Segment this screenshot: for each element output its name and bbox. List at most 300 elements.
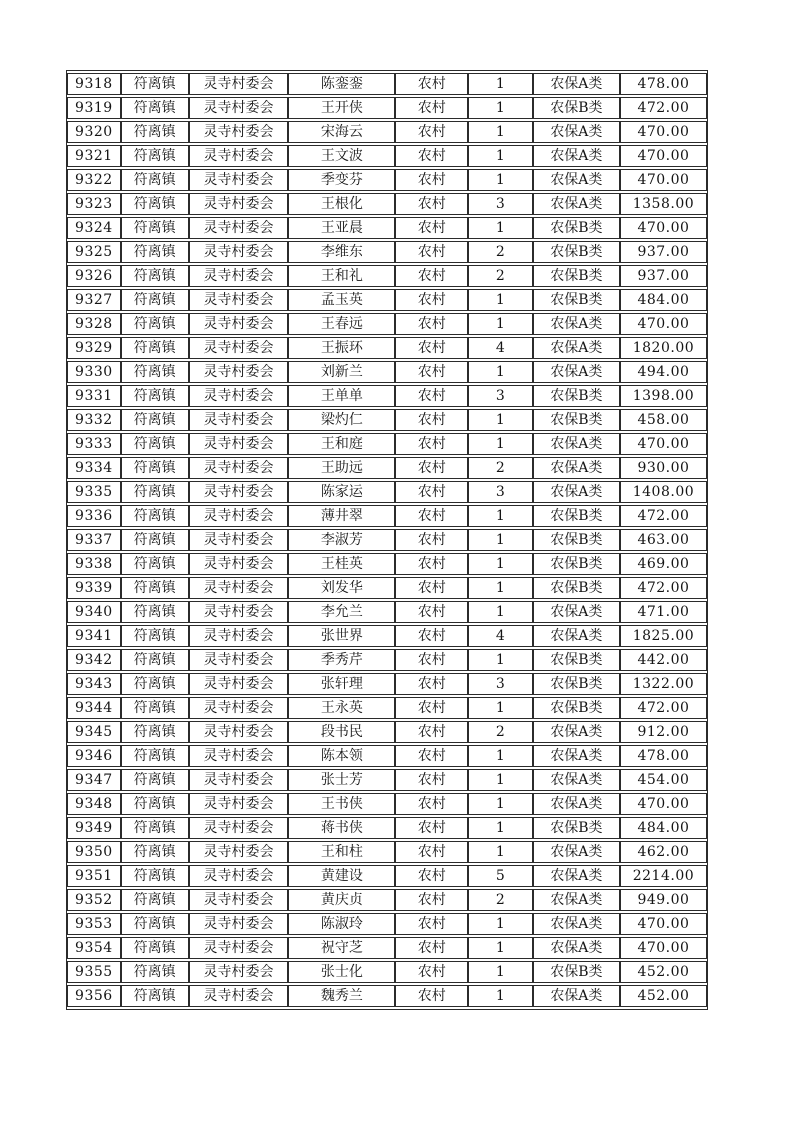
cell-id: 9324 xyxy=(67,217,121,239)
cell-residence-type: 农村 xyxy=(395,553,468,575)
cell-id: 9356 xyxy=(67,985,121,1007)
cell-id: 9342 xyxy=(67,649,121,671)
cell-id: 9354 xyxy=(67,937,121,959)
cell-name: 李淑芳 xyxy=(288,529,395,551)
cell-name: 薄井翠 xyxy=(288,505,395,527)
cell-residence-type: 农村 xyxy=(395,529,468,551)
cell-village: 灵寺村委会 xyxy=(189,817,289,839)
cell-village: 灵寺村委会 xyxy=(189,505,289,527)
cell-residence-type: 农村 xyxy=(395,961,468,983)
cell-insurance-category: 农保A类 xyxy=(533,457,620,479)
insurance-roster-table xyxy=(66,70,708,1010)
cell-residence-type: 农村 xyxy=(395,985,468,1007)
cell-person-count: 4 xyxy=(468,625,533,647)
cell-village: 灵寺村委会 xyxy=(189,385,289,407)
cell-residence-type: 农村 xyxy=(395,913,468,935)
cell-person-count: 1 xyxy=(468,649,533,671)
cell-residence-type: 农村 xyxy=(395,889,468,911)
cell-village: 灵寺村委会 xyxy=(189,673,289,695)
cell-insurance-category: 农保A类 xyxy=(533,601,620,623)
cell-amount: 937.00 xyxy=(620,265,707,287)
cell-village: 灵寺村委会 xyxy=(189,241,289,263)
cell-insurance-category: 农保B类 xyxy=(533,649,620,671)
cell-person-count: 1 xyxy=(468,985,533,1007)
table-row xyxy=(67,385,707,407)
cell-person-count: 1 xyxy=(468,913,533,935)
cell-id: 9323 xyxy=(67,193,121,215)
table-row xyxy=(67,721,707,743)
cell-person-count: 1 xyxy=(468,505,533,527)
cell-amount: 463.00 xyxy=(620,529,707,551)
cell-amount: 472.00 xyxy=(620,577,707,599)
cell-id: 9329 xyxy=(67,337,121,359)
cell-id: 9327 xyxy=(67,289,121,311)
cell-village: 灵寺村委会 xyxy=(189,193,289,215)
table-row xyxy=(67,673,707,695)
cell-village: 灵寺村委会 xyxy=(189,697,289,719)
cell-town: 符离镇 xyxy=(121,937,189,959)
cell-town: 符离镇 xyxy=(121,649,189,671)
cell-residence-type: 农村 xyxy=(395,697,468,719)
cell-name: 王书侠 xyxy=(288,793,395,815)
cell-town: 符离镇 xyxy=(121,985,189,1007)
table-row xyxy=(67,649,707,671)
cell-town: 符离镇 xyxy=(121,97,189,119)
table-row xyxy=(67,361,707,383)
cell-town: 符离镇 xyxy=(121,145,189,167)
cell-residence-type: 农村 xyxy=(395,457,468,479)
cell-village: 灵寺村委会 xyxy=(189,577,289,599)
cell-village: 灵寺村委会 xyxy=(189,601,289,623)
cell-residence-type: 农村 xyxy=(395,241,468,263)
cell-village: 灵寺村委会 xyxy=(189,409,289,431)
cell-name: 王永英 xyxy=(288,697,395,719)
cell-residence-type: 农村 xyxy=(395,217,468,239)
cell-residence-type: 农村 xyxy=(395,433,468,455)
cell-amount: 469.00 xyxy=(620,553,707,575)
cell-amount: 462.00 xyxy=(620,841,707,863)
cell-town: 符离镇 xyxy=(121,361,189,383)
cell-person-count: 1 xyxy=(468,769,533,791)
cell-id: 9319 xyxy=(67,97,121,119)
cell-name: 陈淑玲 xyxy=(288,913,395,935)
cell-person-count: 1 xyxy=(468,697,533,719)
cell-amount: 442.00 xyxy=(620,649,707,671)
table-row xyxy=(67,889,707,911)
cell-amount: 470.00 xyxy=(620,937,707,959)
cell-name: 王文波 xyxy=(288,145,395,167)
cell-person-count: 1 xyxy=(468,577,533,599)
cell-person-count: 1 xyxy=(468,793,533,815)
cell-insurance-category: 农保A类 xyxy=(533,769,620,791)
cell-name: 梁灼仁 xyxy=(288,409,395,431)
cell-person-count: 1 xyxy=(468,169,533,191)
table-row xyxy=(67,625,707,647)
cell-amount: 470.00 xyxy=(620,169,707,191)
cell-village: 灵寺村委会 xyxy=(189,865,289,887)
cell-person-count: 2 xyxy=(468,721,533,743)
cell-insurance-category: 农保A类 xyxy=(533,937,620,959)
cell-insurance-category: 农保A类 xyxy=(533,721,620,743)
cell-amount: 1358.00 xyxy=(620,193,707,215)
cell-insurance-category: 农保B类 xyxy=(533,289,620,311)
cell-town: 符离镇 xyxy=(121,481,189,503)
table-row xyxy=(67,937,707,959)
cell-person-count: 1 xyxy=(468,841,533,863)
cell-residence-type: 农村 xyxy=(395,865,468,887)
cell-amount: 478.00 xyxy=(620,73,707,95)
cell-person-count: 1 xyxy=(468,361,533,383)
cell-name: 孟玉英 xyxy=(288,289,395,311)
cell-insurance-category: 农保A类 xyxy=(533,865,620,887)
cell-town: 符离镇 xyxy=(121,913,189,935)
cell-village: 灵寺村委会 xyxy=(189,361,289,383)
cell-person-count: 3 xyxy=(468,193,533,215)
cell-village: 灵寺村委会 xyxy=(189,553,289,575)
cell-insurance-category: 农保B类 xyxy=(533,505,620,527)
cell-town: 符离镇 xyxy=(121,697,189,719)
cell-amount: 472.00 xyxy=(620,697,707,719)
cell-amount: 1820.00 xyxy=(620,337,707,359)
cell-name: 刘新兰 xyxy=(288,361,395,383)
cell-residence-type: 农村 xyxy=(395,121,468,143)
cell-name: 张世界 xyxy=(288,625,395,647)
cell-insurance-category: 农保A类 xyxy=(533,73,620,95)
cell-residence-type: 农村 xyxy=(395,745,468,767)
cell-id: 9338 xyxy=(67,553,121,575)
cell-town: 符离镇 xyxy=(121,289,189,311)
cell-name: 季秀芹 xyxy=(288,649,395,671)
cell-village: 灵寺村委会 xyxy=(189,73,289,95)
cell-insurance-category: 农保A类 xyxy=(533,361,620,383)
cell-village: 灵寺村委会 xyxy=(189,625,289,647)
cell-insurance-category: 农保B类 xyxy=(533,817,620,839)
cell-id: 9348 xyxy=(67,793,121,815)
cell-id: 9333 xyxy=(67,433,121,455)
cell-village: 灵寺村委会 xyxy=(189,289,289,311)
cell-amount: 484.00 xyxy=(620,289,707,311)
cell-residence-type: 农村 xyxy=(395,169,468,191)
cell-id: 9334 xyxy=(67,457,121,479)
cell-amount: 1322.00 xyxy=(620,673,707,695)
cell-id: 9340 xyxy=(67,601,121,623)
cell-residence-type: 农村 xyxy=(395,721,468,743)
cell-village: 灵寺村委会 xyxy=(189,529,289,551)
cell-town: 符离镇 xyxy=(121,241,189,263)
cell-residence-type: 农村 xyxy=(395,625,468,647)
cell-amount: 494.00 xyxy=(620,361,707,383)
cell-id: 9353 xyxy=(67,913,121,935)
cell-residence-type: 农村 xyxy=(395,193,468,215)
cell-amount: 470.00 xyxy=(620,913,707,935)
cell-village: 灵寺村委会 xyxy=(189,337,289,359)
cell-amount: 452.00 xyxy=(620,961,707,983)
table-row xyxy=(67,409,707,431)
cell-town: 符离镇 xyxy=(121,721,189,743)
cell-residence-type: 农村 xyxy=(395,769,468,791)
cell-amount: 478.00 xyxy=(620,745,707,767)
table-row xyxy=(67,505,707,527)
table-row xyxy=(67,697,707,719)
cell-id: 9335 xyxy=(67,481,121,503)
table-row xyxy=(67,913,707,935)
cell-amount: 912.00 xyxy=(620,721,707,743)
cell-person-count: 5 xyxy=(468,865,533,887)
table-row xyxy=(67,241,707,263)
cell-amount: 2214.00 xyxy=(620,865,707,887)
cell-insurance-category: 农保B类 xyxy=(533,529,620,551)
table-row xyxy=(67,145,707,167)
cell-name: 王亚晨 xyxy=(288,217,395,239)
cell-amount: 484.00 xyxy=(620,817,707,839)
cell-person-count: 2 xyxy=(468,265,533,287)
table-row xyxy=(67,265,707,287)
cell-name: 季变芬 xyxy=(288,169,395,191)
cell-id: 9345 xyxy=(67,721,121,743)
cell-name: 王助远 xyxy=(288,457,395,479)
cell-town: 符离镇 xyxy=(121,385,189,407)
cell-name: 张士芳 xyxy=(288,769,395,791)
cell-town: 符离镇 xyxy=(121,961,189,983)
cell-person-count: 1 xyxy=(468,601,533,623)
cell-residence-type: 农村 xyxy=(395,289,468,311)
cell-person-count: 1 xyxy=(468,745,533,767)
table-row xyxy=(67,745,707,767)
cell-id: 9343 xyxy=(67,673,121,695)
cell-residence-type: 农村 xyxy=(395,817,468,839)
cell-person-count: 1 xyxy=(468,409,533,431)
table-row xyxy=(67,193,707,215)
cell-amount: 470.00 xyxy=(620,217,707,239)
table-row xyxy=(67,961,707,983)
cell-town: 符离镇 xyxy=(121,505,189,527)
cell-village: 灵寺村委会 xyxy=(189,913,289,935)
cell-name: 王桂英 xyxy=(288,553,395,575)
cell-town: 符离镇 xyxy=(121,553,189,575)
cell-town: 符离镇 xyxy=(121,193,189,215)
cell-residence-type: 农村 xyxy=(395,337,468,359)
cell-id: 9332 xyxy=(67,409,121,431)
cell-village: 灵寺村委会 xyxy=(189,769,289,791)
cell-residence-type: 农村 xyxy=(395,793,468,815)
cell-residence-type: 农村 xyxy=(395,505,468,527)
cell-name: 王和柱 xyxy=(288,841,395,863)
cell-town: 符离镇 xyxy=(121,601,189,623)
table-row xyxy=(67,433,707,455)
cell-amount: 1825.00 xyxy=(620,625,707,647)
cell-insurance-category: 农保A类 xyxy=(533,193,620,215)
cell-residence-type: 农村 xyxy=(395,577,468,599)
cell-town: 符离镇 xyxy=(121,433,189,455)
cell-name: 张轩理 xyxy=(288,673,395,695)
cell-insurance-category: 农保B类 xyxy=(533,577,620,599)
cell-name: 王开侠 xyxy=(288,97,395,119)
cell-name: 李维东 xyxy=(288,241,395,263)
cell-person-count: 3 xyxy=(468,673,533,695)
cell-amount: 949.00 xyxy=(620,889,707,911)
cell-village: 灵寺村委会 xyxy=(189,649,289,671)
cell-id: 9331 xyxy=(67,385,121,407)
cell-amount: 452.00 xyxy=(620,985,707,1007)
cell-person-count: 1 xyxy=(468,217,533,239)
cell-id: 9325 xyxy=(67,241,121,263)
cell-village: 灵寺村委会 xyxy=(189,961,289,983)
cell-residence-type: 农村 xyxy=(395,409,468,431)
cell-person-count: 1 xyxy=(468,313,533,335)
table-row xyxy=(67,169,707,191)
cell-amount: 458.00 xyxy=(620,409,707,431)
cell-village: 灵寺村委会 xyxy=(189,457,289,479)
cell-id: 9336 xyxy=(67,505,121,527)
cell-insurance-category: 农保A类 xyxy=(533,889,620,911)
cell-town: 符离镇 xyxy=(121,121,189,143)
cell-town: 符离镇 xyxy=(121,169,189,191)
cell-id: 9350 xyxy=(67,841,121,863)
table-row xyxy=(67,529,707,551)
cell-person-count: 1 xyxy=(468,97,533,119)
cell-amount: 930.00 xyxy=(620,457,707,479)
cell-village: 灵寺村委会 xyxy=(189,481,289,503)
cell-town: 符离镇 xyxy=(121,457,189,479)
table-row xyxy=(67,865,707,887)
cell-village: 灵寺村委会 xyxy=(189,145,289,167)
cell-amount: 470.00 xyxy=(620,313,707,335)
cell-person-count: 1 xyxy=(468,121,533,143)
cell-person-count: 4 xyxy=(468,337,533,359)
cell-person-count: 1 xyxy=(468,529,533,551)
cell-village: 灵寺村委会 xyxy=(189,721,289,743)
cell-person-count: 1 xyxy=(468,961,533,983)
cell-person-count: 1 xyxy=(468,73,533,95)
cell-name: 王和礼 xyxy=(288,265,395,287)
cell-amount: 470.00 xyxy=(620,121,707,143)
cell-id: 9344 xyxy=(67,697,121,719)
cell-person-count: 1 xyxy=(468,145,533,167)
cell-town: 符离镇 xyxy=(121,409,189,431)
cell-insurance-category: 农保A类 xyxy=(533,913,620,935)
cell-person-count: 1 xyxy=(468,433,533,455)
cell-id: 9322 xyxy=(67,169,121,191)
cell-amount: 470.00 xyxy=(620,433,707,455)
table-row xyxy=(67,601,707,623)
cell-village: 灵寺村委会 xyxy=(189,313,289,335)
cell-amount: 470.00 xyxy=(620,793,707,815)
cell-village: 灵寺村委会 xyxy=(189,985,289,1007)
cell-name: 黄建设 xyxy=(288,865,395,887)
table-row xyxy=(67,217,707,239)
cell-name: 张士化 xyxy=(288,961,395,983)
cell-town: 符离镇 xyxy=(121,793,189,815)
cell-town: 符离镇 xyxy=(121,73,189,95)
cell-name: 祝守芝 xyxy=(288,937,395,959)
cell-town: 符离镇 xyxy=(121,769,189,791)
cell-person-count: 2 xyxy=(468,457,533,479)
cell-town: 符离镇 xyxy=(121,865,189,887)
cell-insurance-category: 农保A类 xyxy=(533,625,620,647)
cell-insurance-category: 农保A类 xyxy=(533,793,620,815)
cell-residence-type: 农村 xyxy=(395,385,468,407)
cell-id: 9330 xyxy=(67,361,121,383)
cell-village: 灵寺村委会 xyxy=(189,217,289,239)
cell-name: 王和庭 xyxy=(288,433,395,455)
cell-residence-type: 农村 xyxy=(395,673,468,695)
table-row xyxy=(67,73,707,95)
table-row xyxy=(67,313,707,335)
cell-insurance-category: 农保A类 xyxy=(533,433,620,455)
cell-insurance-category: 农保A类 xyxy=(533,169,620,191)
cell-insurance-category: 农保B类 xyxy=(533,241,620,263)
cell-name: 陈本领 xyxy=(288,745,395,767)
cell-village: 灵寺村委会 xyxy=(189,97,289,119)
cell-id: 9337 xyxy=(67,529,121,551)
cell-amount: 454.00 xyxy=(620,769,707,791)
cell-town: 符离镇 xyxy=(121,337,189,359)
table-row xyxy=(67,481,707,503)
cell-name: 王根化 xyxy=(288,193,395,215)
cell-residence-type: 农村 xyxy=(395,361,468,383)
cell-id: 9341 xyxy=(67,625,121,647)
cell-town: 符离镇 xyxy=(121,265,189,287)
cell-id: 9321 xyxy=(67,145,121,167)
cell-town: 符离镇 xyxy=(121,817,189,839)
table-row xyxy=(67,769,707,791)
table-row xyxy=(67,817,707,839)
cell-name: 段书民 xyxy=(288,721,395,743)
table-row xyxy=(67,841,707,863)
cell-person-count: 2 xyxy=(468,241,533,263)
cell-amount: 1398.00 xyxy=(620,385,707,407)
cell-person-count: 3 xyxy=(468,385,533,407)
cell-person-count: 1 xyxy=(468,289,533,311)
cell-name: 王单单 xyxy=(288,385,395,407)
cell-town: 符离镇 xyxy=(121,529,189,551)
cell-insurance-category: 农保A类 xyxy=(533,841,620,863)
cell-residence-type: 农村 xyxy=(395,481,468,503)
table-row xyxy=(67,337,707,359)
table-row xyxy=(67,985,707,1007)
cell-insurance-category: 农保B类 xyxy=(533,265,620,287)
cell-id: 9339 xyxy=(67,577,121,599)
table-row xyxy=(67,457,707,479)
cell-amount: 471.00 xyxy=(620,601,707,623)
cell-residence-type: 农村 xyxy=(395,649,468,671)
cell-name: 李允兰 xyxy=(288,601,395,623)
cell-id: 9349 xyxy=(67,817,121,839)
cell-town: 符离镇 xyxy=(121,889,189,911)
cell-town: 符离镇 xyxy=(121,313,189,335)
cell-village: 灵寺村委会 xyxy=(189,265,289,287)
cell-town: 符离镇 xyxy=(121,625,189,647)
cell-amount: 937.00 xyxy=(620,241,707,263)
cell-person-count: 1 xyxy=(468,553,533,575)
cell-id: 9352 xyxy=(67,889,121,911)
cell-insurance-category: 农保B类 xyxy=(533,409,620,431)
cell-insurance-category: 农保A类 xyxy=(533,745,620,767)
table-row xyxy=(67,97,707,119)
cell-residence-type: 农村 xyxy=(395,313,468,335)
cell-insurance-category: 农保A类 xyxy=(533,337,620,359)
cell-name: 魏秀兰 xyxy=(288,985,395,1007)
table-row xyxy=(67,793,707,815)
cell-name: 宋海云 xyxy=(288,121,395,143)
cell-insurance-category: 农保B类 xyxy=(533,385,620,407)
cell-insurance-category: 农保B类 xyxy=(533,553,620,575)
cell-residence-type: 农村 xyxy=(395,937,468,959)
cell-amount: 1408.00 xyxy=(620,481,707,503)
cell-town: 符离镇 xyxy=(121,673,189,695)
cell-id: 9320 xyxy=(67,121,121,143)
cell-id: 9346 xyxy=(67,745,121,767)
